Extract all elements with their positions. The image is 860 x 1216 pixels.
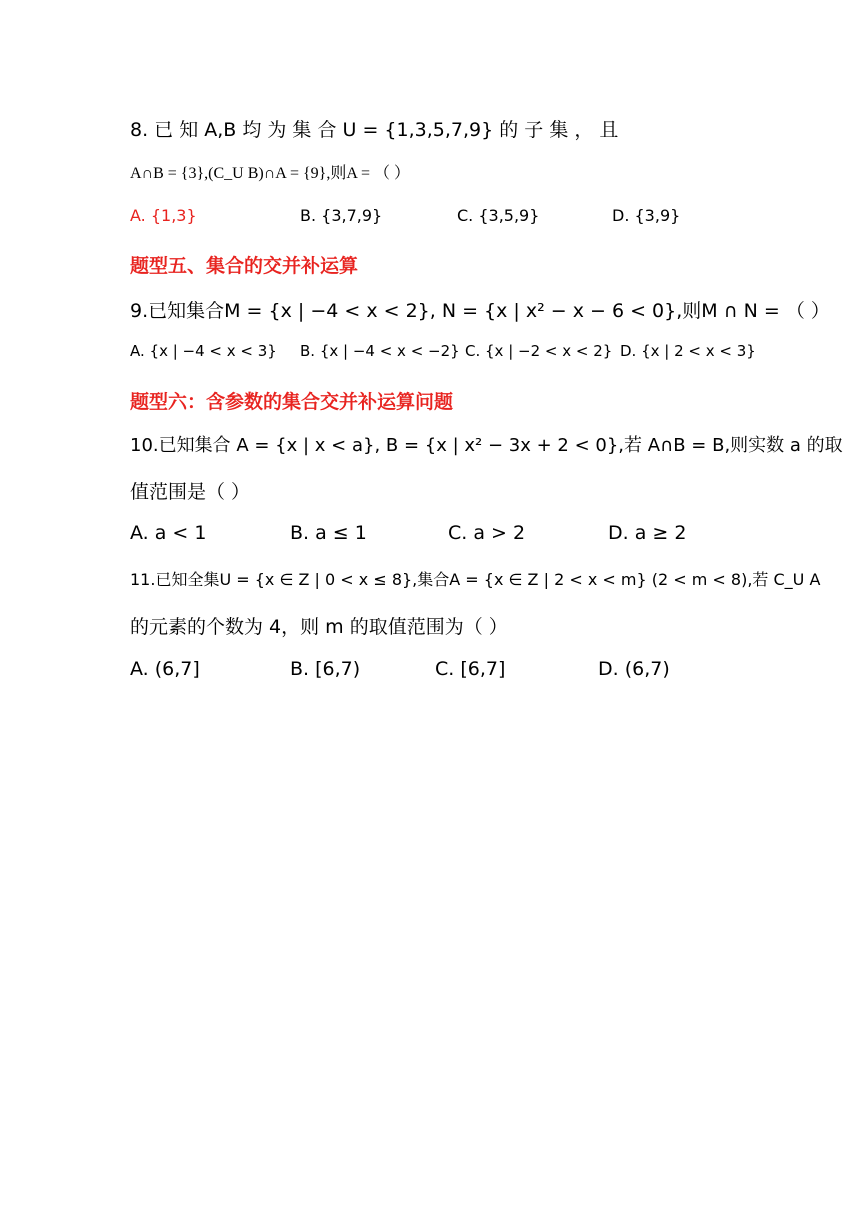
- section-heading-6: 题型六：含参数的集合交并补运算问题: [130, 391, 454, 413]
- q8-line2: A∩B = {3},(C_U B)∩A = {9},则A = （ ）: [130, 165, 411, 182]
- q9-option-d: D. {x | 2 < x < 3}: [620, 342, 756, 360]
- q10-option-d: D. a ≥ 2: [608, 522, 687, 544]
- q10-line1: 10.已知集合 A = {x | x < a}, B = {x | x² − 3x + 2 < 0},若 A∩B = B,则实数 a 的取: [130, 435, 843, 456]
- q10-line2: 值范围是（ ）: [130, 481, 251, 503]
- section-heading-5: 题型五、集合的交并补运算: [130, 255, 359, 277]
- q9-stem: 9.已知集合M = {x | −4 < x < 2}, N = {x | x² − x − 6 < 0},则M ∩ N = （ ）: [130, 300, 830, 322]
- q11-option-b: B. [6,7): [290, 658, 361, 680]
- q8-option-d: D. {3,9}: [612, 206, 681, 225]
- q10-option-c: C. a > 2: [448, 522, 526, 544]
- q8-option-c: C. {3,5,9}: [457, 206, 540, 225]
- q9-option-c: C. {x | −2 < x < 2}: [465, 342, 613, 360]
- q10-option-b: B. a ≤ 1: [290, 522, 367, 544]
- q11-line1: 11.已知全集U = {x ∈ Z | 0 < x ≤ 8},集合A = {x ∈ Z | 2 < x < m} (2 < m < 8),若 C_U A: [130, 570, 821, 589]
- q9-option-a: A. {x | −4 < x < 3}: [130, 342, 277, 360]
- q8-option-b: B. {3,7,9}: [300, 206, 383, 225]
- q10-option-a: A. a < 1: [130, 522, 207, 544]
- q11-line2: 的元素的个数为 4，则 m 的取值范围为（ ）: [130, 616, 508, 638]
- q8-option-a: A. {1,3}: [130, 206, 197, 225]
- q11-option-d: D. (6,7): [598, 658, 670, 680]
- q11-option-c: C. [6,7]: [435, 658, 506, 680]
- q8-line1: 8. 已 知 A,B 均 为 集 合 U = {1,3,5,7,9} 的 子 集 ， 且: [130, 119, 619, 141]
- q11-option-a: A. (6,7]: [130, 658, 200, 680]
- q9-option-b: B. {x | −4 < x < −2}: [300, 342, 460, 360]
